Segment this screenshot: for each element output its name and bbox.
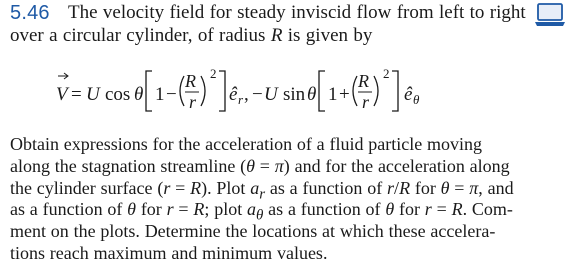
eq-U2: U bbox=[264, 84, 278, 105]
body-text: . Com- bbox=[462, 199, 513, 219]
body-text: for bbox=[136, 199, 167, 219]
intro-text-a: over a circular cylinder, of radius bbox=[10, 25, 271, 46]
body-text: , and bbox=[478, 178, 514, 198]
eq-exp1: 2 bbox=[210, 66, 217, 81]
eq-minus2: − bbox=[252, 84, 263, 105]
equals-symbol: = bbox=[170, 178, 191, 198]
theta-symbol: θ bbox=[385, 199, 395, 219]
theta-symbol: θ bbox=[246, 156, 255, 176]
eq-one2: 1 bbox=[328, 84, 338, 105]
body-line-6: tions reach maximum and minimum values. bbox=[10, 243, 328, 263]
body-line-5: ment on the plots. Determine the locations at which these accelera- bbox=[10, 221, 496, 241]
eq-er-hat: ê bbox=[229, 84, 238, 105]
problem-number: 5.46 bbox=[10, 2, 50, 24]
R-symbol: R bbox=[399, 178, 411, 198]
r-symbol: r bbox=[387, 178, 395, 198]
r-subscript: r bbox=[259, 186, 266, 203]
body-text: ) and for the acceleration along bbox=[283, 156, 510, 176]
eq-etheta-sub: θ bbox=[413, 92, 420, 107]
r-symbol: r bbox=[166, 199, 174, 219]
eq-plus: + bbox=[339, 84, 350, 105]
body-text: as a function of bbox=[263, 199, 386, 219]
problem-intro-line-1: The velocity field for steady inviscid flow from left to right bbox=[68, 2, 526, 23]
R-symbol: R bbox=[193, 199, 205, 219]
intro-radius-symbol: R bbox=[270, 25, 283, 46]
equals-symbol: = bbox=[431, 199, 452, 219]
equals-symbol: = bbox=[449, 178, 470, 198]
pi-symbol: π bbox=[274, 156, 284, 176]
a-symbol: a bbox=[250, 178, 260, 198]
laptop-icon bbox=[533, 2, 567, 28]
body-text: as a function of bbox=[10, 199, 128, 219]
eq-etheta-hat: ê bbox=[404, 84, 413, 105]
eq-R2: R bbox=[358, 71, 369, 91]
body-text: ). Plot bbox=[201, 178, 251, 198]
body-text: for bbox=[394, 199, 425, 219]
body-text: ; plot bbox=[204, 199, 247, 219]
eq-theta2: θ bbox=[307, 84, 317, 105]
pi-symbol: π bbox=[469, 178, 479, 198]
eq-U1: U bbox=[86, 84, 100, 105]
eq-er-sub: r bbox=[238, 92, 244, 107]
eq-sin: sin bbox=[283, 84, 306, 105]
body-text: for bbox=[410, 178, 441, 198]
slash-symbol: / bbox=[394, 178, 400, 198]
equals-symbol: = bbox=[254, 156, 275, 176]
equals-symbol: = bbox=[173, 199, 194, 219]
theta-symbol: θ bbox=[440, 178, 450, 198]
eq-comma: , bbox=[244, 84, 249, 105]
body-text: as a function of bbox=[265, 178, 388, 198]
eq-r1: r bbox=[189, 92, 197, 112]
eq-R1: R bbox=[185, 71, 196, 91]
theta-subscript: θ bbox=[256, 207, 264, 224]
problem-intro-line-2 bbox=[10, 25, 372, 47]
R-symbol: R bbox=[190, 178, 202, 198]
eq-V: V bbox=[56, 84, 68, 105]
eq-r2: r bbox=[362, 92, 370, 112]
eq-theta1: θ bbox=[134, 84, 144, 105]
eq-one1: 1 bbox=[155, 84, 165, 105]
eq-equals: = bbox=[71, 84, 82, 105]
R-symbol: R bbox=[451, 199, 463, 219]
a-symbol: a bbox=[247, 199, 256, 219]
body-line-1: Obtain expressions for the acceleration of a fluid particle moving bbox=[10, 134, 483, 154]
eq-minus: − bbox=[166, 84, 177, 105]
body-line-2 bbox=[10, 156, 510, 178]
body-text: the cylinder surface ( bbox=[10, 178, 164, 198]
theta-symbol: θ bbox=[127, 199, 137, 219]
r-symbol: r bbox=[163, 178, 171, 198]
r-symbol: r bbox=[424, 199, 432, 219]
body-text: along the stagnation streamline ( bbox=[10, 156, 247, 176]
intro-text-b: is given by bbox=[282, 25, 373, 46]
eq-exp2: 2 bbox=[383, 66, 390, 81]
eq-cos: cos bbox=[105, 84, 131, 105]
velocity-field-equation bbox=[52, 62, 522, 122]
